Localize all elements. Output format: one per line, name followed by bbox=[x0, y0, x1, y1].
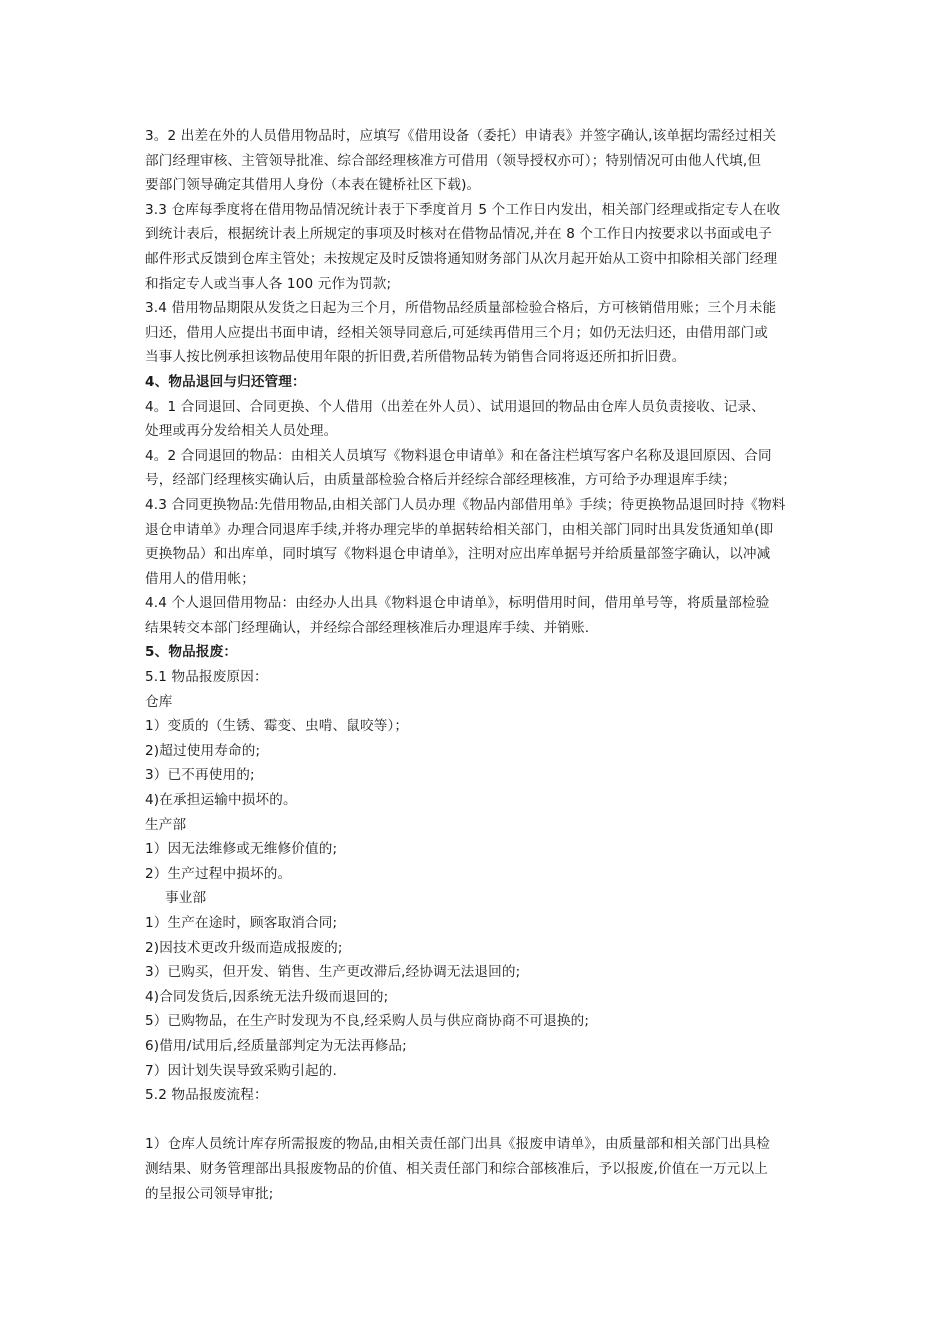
text-line: 和指定专人或当事人各 100 元作为罚款; bbox=[145, 275, 392, 292]
text-line: 处理或再分发给相关人员处理。 bbox=[145, 423, 338, 440]
text-line: 事业部 bbox=[165, 890, 207, 907]
text-line: 归还，借用人应提出书面申请，经相关领导同意后,可延续再借用三个月；如仍无法归还，由借用部门或 bbox=[145, 324, 768, 341]
text-line: 退仓申请单》办理合同退库手续,并将办理完毕的单据转给相关部门，由相关部门同时出具发货通知单(即 bbox=[145, 521, 774, 538]
text-line: 7）因计划失误导致采购引起的. bbox=[145, 1062, 337, 1079]
text-line: 当事人按比例承担该物品使用年限的折旧费,若所借物品转为销售合同将返还所扣折旧费。 bbox=[145, 349, 686, 366]
text-line: 邮件形式反馈到仓库主管处；未按规定及时反馈将通知财务部门从次月起开始从工资中扣除相关部门经理 bbox=[145, 250, 778, 267]
text-line: 5.2 物品报废流程： bbox=[145, 1087, 268, 1104]
text-line: 更换物品）和出库单，同时填写《物料退仓申请单》，注明对应出库单据号并给质量部签字确认，以冲减 bbox=[145, 546, 771, 563]
text-line: 4.3 合同更换物品:先借用物品,由相关部门人员办理《物品内部借用单》手续；待更换物品退回时持《物料 bbox=[145, 496, 786, 513]
text-line: 仓库 bbox=[145, 693, 173, 710]
text-line: 2)因技术更改升级而造成报废的; bbox=[145, 939, 343, 956]
text-line: 4。1 合同退回、合同更换、个人借用（出差在外人员）、试用退回的物品由仓库人员负责接收、记录、 bbox=[145, 398, 765, 415]
text-line: 1）变质的（生锈、霉变、虫啃、鼠咬等）； bbox=[145, 718, 409, 735]
text-line: 3。2 出差在外的人员借用物品时，应填写《借用设备（委托）申请表》并签字确认,该单据均需经过相关 bbox=[145, 128, 777, 144]
blank-line bbox=[145, 1108, 815, 1133]
text-line: 生产部 bbox=[145, 816, 187, 833]
text-line: 4)合同发货后,因系统无法升级而退回的; bbox=[145, 988, 389, 1005]
section-heading: 4、物品退回与归还管理： bbox=[145, 373, 306, 390]
text-line: 6)借用/试用后,经质量部判定为无法再修品; bbox=[145, 1037, 407, 1054]
text-line: 结果转交本部门经理确认，并经综合部经理核准后办理退库手续、并销账. bbox=[145, 619, 590, 636]
text-line: 1）仓库人员统计库存所需报废的物品,由相关责任部门出具《报废申请单》，由质量部和相关部门出具检 bbox=[145, 1136, 770, 1153]
document-body bbox=[145, 124, 815, 1206]
text-line: 号，经部门经理核实确认后，由质量部检验合格后并经综合部经理核准，方可给予办理退库手续； bbox=[145, 472, 736, 489]
text-line: 3）已购买，但开发、销售、生产更改滞后,经协调无法退回的; bbox=[145, 964, 521, 981]
text-line: 部门经理审核、主管领导批准、综合部经理核准方可借用（领导授权亦可）；特别情况可由他人代填,但 bbox=[145, 152, 762, 169]
text-line: 3.4 借用物品期限从发货之日起为三个月，所借物品经质量部检验合格后，方可核销借用账；三个月未能 bbox=[145, 300, 777, 317]
text-line: 2）生产过程中损坏的。 bbox=[145, 865, 292, 882]
text-line: 的呈报公司领导审批; bbox=[145, 1185, 274, 1202]
text-line: 测结果、财务管理部出具报废物品的价值、相关责任部门和综合部核准后，予以报废,价值在一万元以上 bbox=[145, 1160, 768, 1177]
text-line: 5）已购物品，在生产时发现为不良,经采购人员与供应商协商不可退换的; bbox=[145, 1013, 590, 1030]
text-line: 要部门领导确定其借用人身份（本表在键桥社区下载)。 bbox=[145, 177, 481, 194]
text-line: 1）因无法维修或无维修价值的; bbox=[145, 841, 338, 858]
text-line: 4.4 个人退回借用物品：由经办人出具《物料退仓申请单》，标明借用时间，借用单号等，将质量部检验 bbox=[145, 595, 770, 612]
text-line: 到统计表后，根据统计表上所规定的事项及时核对在借物品情况,并在 8 个工作日内按要求以书面或电子 bbox=[145, 226, 772, 243]
text-line: 5.1 物品报废原因： bbox=[145, 669, 268, 686]
text-line: 4。2 合同退回的物品：由相关人员填写《物料退仓申请单》和在备注栏填写客户名称及退回原因、合同 bbox=[145, 447, 772, 464]
section-heading: 5、物品报废： bbox=[145, 644, 238, 661]
text-line: 1）生产在途时，顾客取消合同; bbox=[145, 915, 338, 931]
text-line: 4)在承担运输中损坏的。 bbox=[145, 792, 297, 809]
text-line: 借用人的借用帐； bbox=[145, 570, 255, 587]
text-line: 3.3 仓库每季度将在借用物品情况统计表于下季度首月 5 个工作日内发出，相关部门经理或指定专人在收 bbox=[145, 201, 781, 218]
text-line: 3）已不再使用的; bbox=[145, 767, 255, 784]
text-line: 2)超过使用寿命的; bbox=[145, 742, 261, 759]
